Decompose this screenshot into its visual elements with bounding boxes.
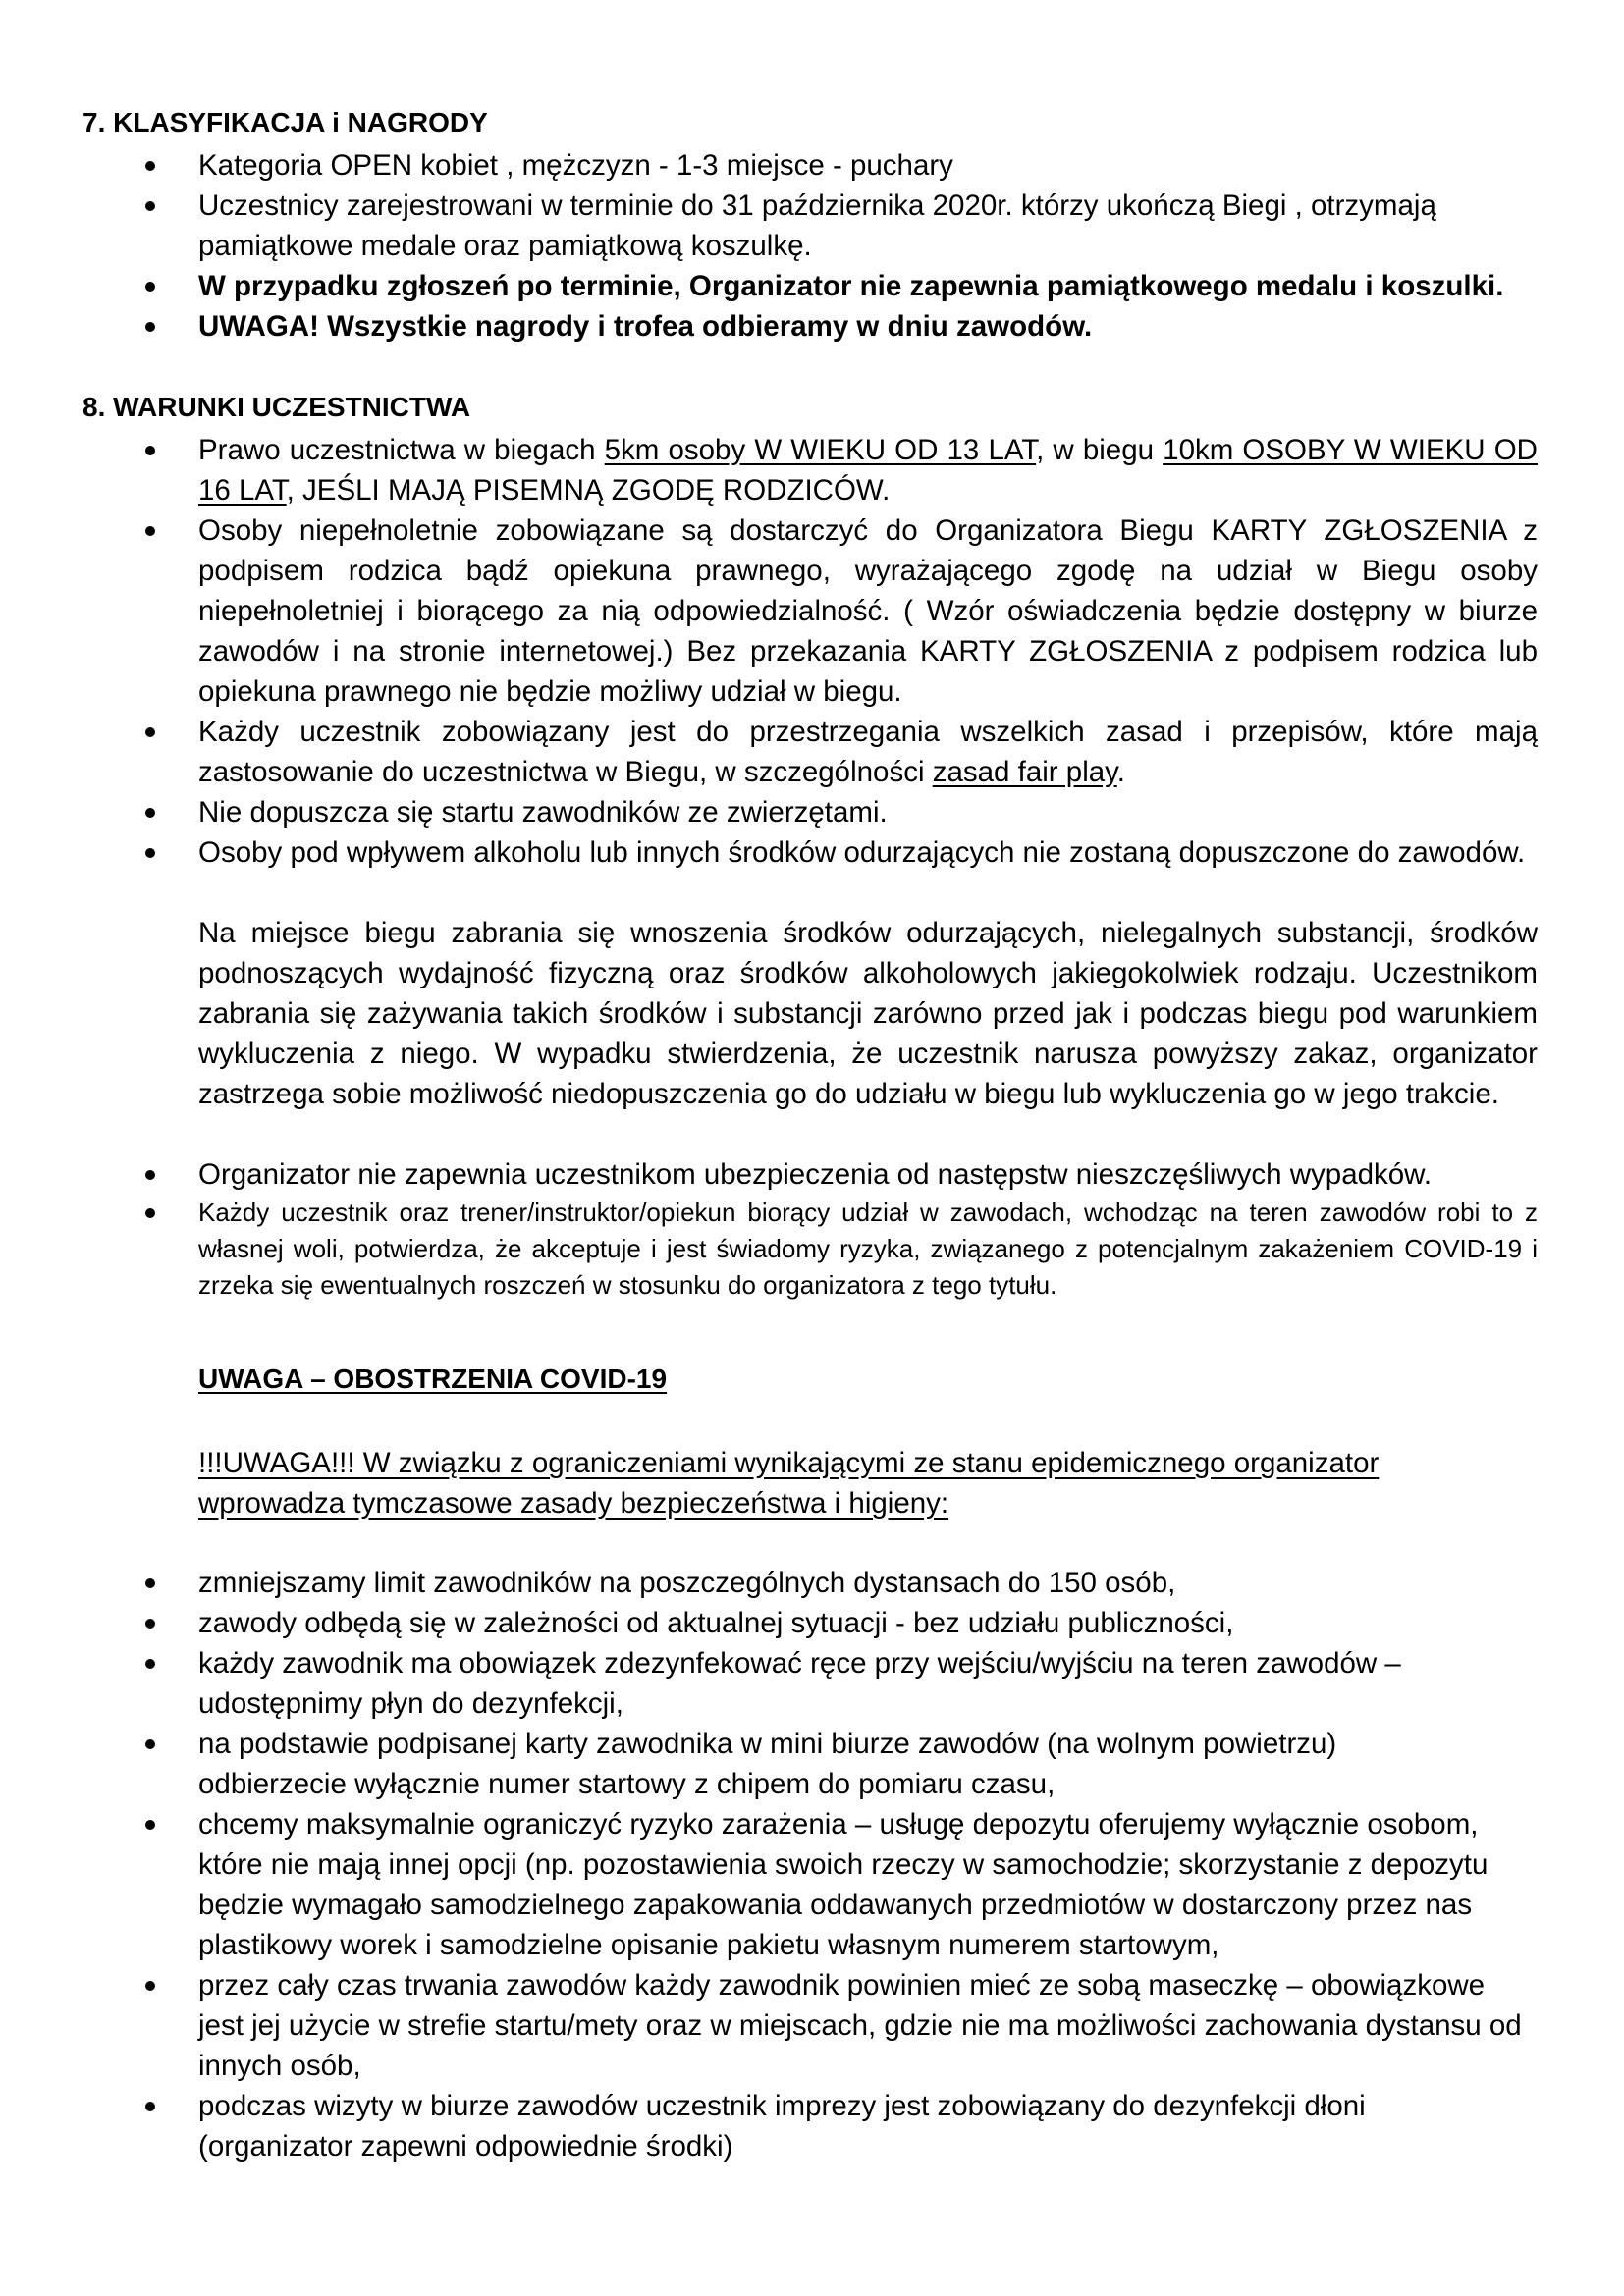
bullet-icon bbox=[145, 201, 155, 211]
bullet-icon bbox=[145, 1820, 155, 1830]
list-item: Każdy uczestnik oraz trener/instruktor/opiekun biorący udział w zawodach, wchodząc na teren zawodów robi to z własnej woli, potwierdza, że akceptuje i jest świadomy ryzyka, związanego z potencjalnym zakażeniem COVID-19 i zrzeka się ewentualnych roszczeń w stosunku do organizatora z tego tytułu. bbox=[0, 1195, 1624, 1304]
list-item: na podstawie podpisanej karty zawodnika w mini biurze zawodów (na wolnym powietrzu) odbierzecie wyłącznie numer startowy z chipem do pomiaru czasu, bbox=[0, 1724, 1624, 1804]
list-item: zawody odbędą się w zależności od aktualnej sytuacji - bez udziału publiczności, bbox=[0, 1603, 1624, 1643]
list-item: W przypadku zgłoszeń po terminie, Organizator nie zapewnia pamiątkowego medalu i koszulki. bbox=[0, 266, 1624, 306]
covid-intro: !!!UWAGA!!! W związku z ograniczeniami wynikającymi ze stanu epidemicznego organizator wprowadza tymczasowe zasady bezpieczeństwa i higieny: bbox=[198, 1447, 1380, 1520]
substance-ban-paragraph: Na miejsce biegu zabrania się wnoszenia środków odurzających, nielegalnych substancji, środków podnoszących wydajność fizyczną oraz środków alkoholowych jakiegokolwiek rodzaju. Uczestnikom zabrania się zażywania takich środków i substancji zarówno przed jak i podczas biegu pod warunkiem wykluczenia z niego. W wypadku stwierdzenia, że uczestnik narusza powyższy zakaz, organizator zastrzega sobie możliwość niedopuszczenia go do udziału w biegu lub wykluczenia go w jego trakcie. bbox=[198, 917, 1538, 1110]
section-7-heading: 7. KLASYFIKACJA i NAGRODY bbox=[82, 107, 488, 137]
bullet-icon bbox=[145, 727, 155, 737]
bullet-icon bbox=[145, 2102, 155, 2111]
bullet-icon bbox=[145, 1981, 155, 1991]
list-item: Osoby pod wpływem alkoholu lub innych środków odurzających nie zostaną dopuszczone do zawodów. bbox=[0, 832, 1624, 913]
section-7-list bbox=[0, 145, 1624, 347]
section-8-list bbox=[0, 430, 1624, 913]
list-item: Nie dopuszcza się startu zawodników ze zwierzętami. bbox=[0, 792, 1624, 832]
section-8-list-continued bbox=[0, 1154, 1624, 1304]
section-8-heading: 8. WARUNKI UCZESTNICTWA bbox=[82, 392, 471, 422]
list-item: Prawo uczestnictwa w biegach 5km osoby W WIEKU OD 13 LAT, w biegu 10km OSOBY W WIEKU OD 16 LAT, JEŚLI MAJĄ PISEMNĄ ZGODĘ RODZICÓW. bbox=[0, 430, 1624, 510]
list-item: chcemy maksymalnie ograniczyć ryzyko zarażenia – usługę depozytu oferujemy wyłącznie osobom, które nie mają innej opcji (np. pozostawienia swoich rzeczy w samochodzie; skorzystanie z depozytu będzie wymagało samodzielnego zapakowania oddawanych przedmiotów w dostarczony przez nas plastikowy worek i samodzielne opisanie pakietu własnym numerem startowym, bbox=[0, 1804, 1624, 1965]
bullet-icon bbox=[145, 1208, 155, 1218]
bullet-icon bbox=[145, 1739, 155, 1749]
list-item: Organizator nie zapewnia uczestnikom ubezpieczenia od następstw nieszczęśliwych wypadków. bbox=[0, 1154, 1624, 1195]
bullet-icon bbox=[145, 1659, 155, 1669]
bullet-icon bbox=[145, 848, 155, 858]
list-item: podczas wizyty w biurze zawodów uczestnik imprezy jest zobowiązany do dezynfekcji dłoni (organizator zapewni odpowiednie środki) bbox=[0, 2086, 1624, 2166]
bullet-icon bbox=[145, 808, 155, 818]
covid-title: UWAGA – OBOSTRZENIA COVID-19 bbox=[198, 1363, 668, 1394]
list-item: przez cały czas trwania zawodów każdy zawodnik powinien mieć ze sobą maseczkę – obowiązkowe jest jej użycie w strefie startu/mety oraz w miejscach, gdzie nie ma możliwości zachowania dystansu od innych osób, bbox=[0, 1965, 1624, 2086]
list-item: każdy zawodnik ma obowiązek zdezynfekować ręce przy wejściu/wyjściu na teren zawodów – udostępnimy płyn do dezynfekcji, bbox=[0, 1643, 1624, 1724]
bullet-icon bbox=[145, 1170, 155, 1180]
bullet-icon bbox=[145, 526, 155, 536]
list-item: Każdy uczestnik zobowiązany jest do przestrzegania wszelkich zasad i przepisów, które mają zastosowanie do uczestnictwa w Biegu, w szczególności zasad fair play. bbox=[0, 712, 1624, 792]
bullet-icon bbox=[145, 282, 155, 292]
list-item: Uczestnicy zarejestrowani w terminie do 31 października 2020r. którzy ukończą Biegi , otrzymają pamiątkowe medale oraz pamiątkową koszulkę. bbox=[0, 186, 1624, 266]
bullet-icon bbox=[145, 161, 155, 171]
covid-rules-list bbox=[0, 1563, 1624, 2166]
bullet-icon bbox=[145, 322, 155, 332]
bullet-icon bbox=[145, 1619, 155, 1629]
list-item: Kategoria OPEN kobiet , mężczyzn - 1-3 miejsce - puchary bbox=[0, 145, 1624, 186]
bullet-icon bbox=[145, 1578, 155, 1588]
list-item: Osoby niepełnoletnie zobowiązane są dostarczyć do Organizatora Biegu KARTY ZGŁOSZENIA z podpisem rodzica bądź opiekuna prawnego, wyrażającego zgodę na udział w Biegu osoby niepełnoletniej i biorącego za nią odpowiedzialność. ( Wzór oświadczenia będzie dostępny w biurze zawodów i na stronie internetowej.) Bez przekazania KARTY ZGŁOSZENIA z podpisem rodzica lub opiekuna prawnego nie będzie możliwy udział w biegu. bbox=[0, 510, 1624, 712]
list-item: zmniejszamy limit zawodników na poszczególnych dystansach do 150 osób, bbox=[0, 1563, 1624, 1603]
list-item: UWAGA! Wszystkie nagrody i trofea odbieramy w dniu zawodów. bbox=[0, 306, 1624, 347]
bullet-icon bbox=[145, 446, 155, 455]
